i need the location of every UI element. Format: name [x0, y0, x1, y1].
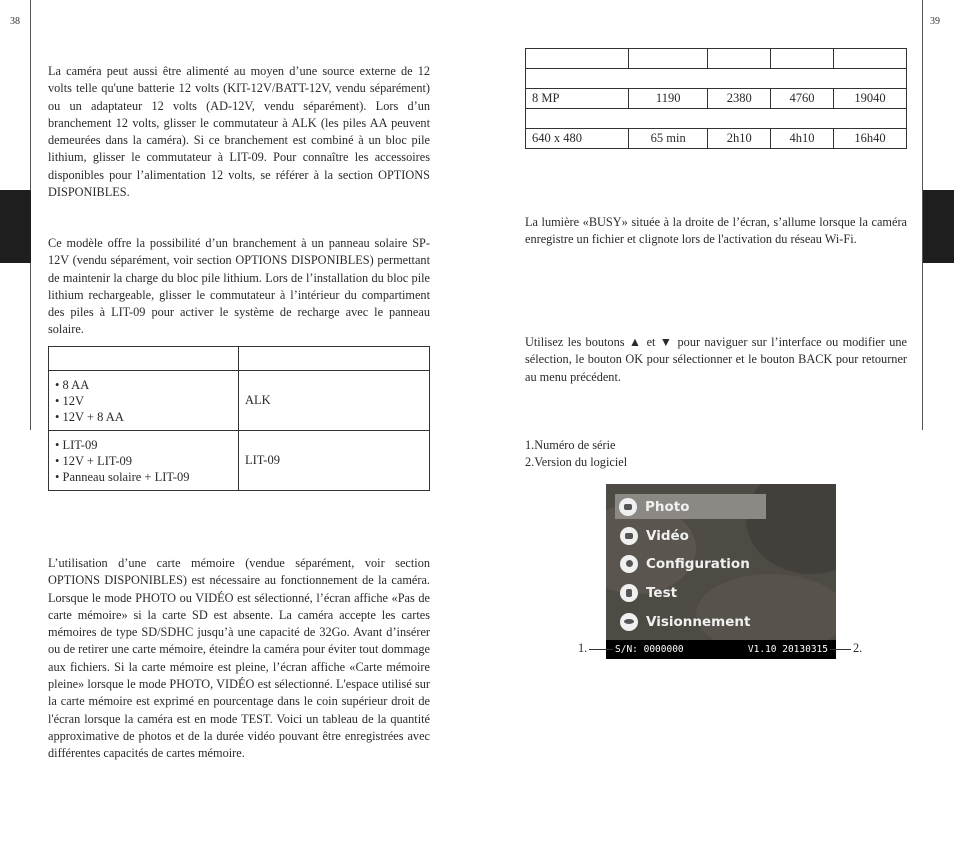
power-table-row [49, 431, 430, 491]
camera-menu-screen [606, 484, 836, 659]
power-switch-cell: LIT-09 [239, 431, 430, 491]
capacity-cell: 4760 [771, 89, 834, 109]
paragraph-navigation: Utilisez les boutons ▲ et ▼ pour naviguer sur l’interface ou modifier une sélection, le bouton OK pour sélectionner et le bouton BACK pour retourner au menu précédent. [525, 335, 907, 384]
capacity-cell: 8 MP [526, 89, 629, 109]
paragraph-external-power: La caméra peut aussi être alimenté au moyen d’une source externe de 12 volts telle qu'une batterie 12 volts (KIT-12V/BATT-12V, vendu séparément) ou un adaptateur 12 volts (AD-12V, vendu séparément). Lors d’un branchement 12 volts, glisser le commutateur à ALK (les piles AA peuvent demeurées dans la caméra). Si ce branchement est combiné à un bloc pile lithium, glisser le commutateur à LIT-09. Pour connaître les accessoires disponibles pour l’alimentation 12 volts, se référer à la section OPTIONS DISPONIBLES. [48, 64, 430, 200]
callout-line-2 [830, 649, 851, 650]
menu-item-label: Test [646, 584, 678, 601]
power-sources-cell [49, 371, 239, 431]
page-number-left: 38 [10, 16, 20, 27]
power-source-table [48, 346, 430, 491]
power-table-header [49, 347, 430, 371]
capacity-cell: 19040 [833, 89, 906, 109]
menu-item-photo[interactable] [615, 494, 766, 519]
capacity-cell: 640 x 480 [526, 129, 629, 149]
menu-item-test[interactable] [616, 580, 677, 605]
capacity-header-cell [526, 49, 629, 69]
callout-line-1 [589, 649, 613, 650]
capacity-header-cell [833, 49, 906, 69]
power-source-item: • 12V [55, 393, 85, 408]
menu-item-label: Configuration [646, 555, 750, 572]
callout-2: 2. [853, 641, 863, 655]
capacity-table [525, 48, 907, 149]
info-list-item: 1.Numéro de série [525, 438, 616, 452]
video-camera-icon [620, 527, 638, 545]
menu-item-label: Visionnement [646, 613, 751, 630]
capacity-header-cell [771, 49, 834, 69]
menu-item-configuration[interactable] [616, 551, 750, 576]
page-number-right: 39 [930, 16, 940, 27]
software-version: V1.10 20130315 [747, 644, 828, 655]
capacity-header-cell [708, 49, 771, 69]
power-sources-cell [49, 431, 239, 491]
paragraph-busy-light: La lumière «BUSY» située à la droite de l’écran, s’allume lorsque la caméra enregistre un fichier et clignote lors de l'activation du réseau Wi-Fi. [525, 215, 907, 247]
menu-item-video[interactable] [616, 523, 689, 548]
test-icon [620, 584, 638, 602]
capacity-section-video [526, 109, 907, 129]
right-thumb-tab [923, 190, 954, 263]
capacity-table-header [526, 49, 907, 69]
serial-number: S/N: 0000000 [615, 644, 684, 655]
power-source-item: • Panneau solaire + LIT-09 [55, 469, 190, 484]
capacity-row-photo [526, 89, 907, 109]
capacity-cell: 16h40 [833, 129, 906, 149]
power-source-item: • 12V + LIT-09 [55, 453, 133, 468]
capacity-cell: 2h10 [708, 129, 771, 149]
power-source-item: • 12V + 8 AA [55, 409, 124, 424]
capacity-header-cell [629, 49, 708, 69]
eye-icon [620, 613, 638, 631]
paragraph-memory-card: L’utilisation d’une carte mémoire (vendue séparément, voir section OPTIONS DISPONIBLES) est nécessaire au fonctionnement de la caméra. Lorsque le mode PHOTO ou VIDÉO est sélectionné, l’écran affiche «Pas de carte mémoire» si la carte SD est absente. La caméra accepte les cartes mémoires de type SD/SDHC jusqu’à une capacité de 32Go. Avant d’insérer ou de retirer une carte mémoire, éteindre la caméra pour éviter tout dommage aux fichiers. Si la carte mémoire est pleine, l’écran affiche «Carte mémoire pleine» lorsque le mode PHOTO, VIDÉO est sélectionné. L'espace utilisé sur la carte mémoire est exprimé en pourcentage dans le coin supérieur droit de l'écran lorsque la caméra est en mode TEST. Voici un tableau de la quantité approximative de photos et de la durée vidéo pouvant être enregistrées avec différentes capacités de cartes mémoire. [48, 556, 430, 761]
capacity-cell: 4h10 [771, 129, 834, 149]
capacity-cell: 1190 [629, 89, 708, 109]
power-switch-cell: ALK [239, 371, 430, 431]
capacity-section-photo [526, 69, 907, 89]
power-table-row [49, 371, 430, 431]
paragraph-solar-panel: Ce modèle offre la possibilité d’un branchement à un panneau solaire SP-12V (vendu séparément, voir section OPTIONS DISPONIBLES) permettant de maintenir la charge du bloc pile lithium. Lors de l’installation du bloc pile lithium rechargeable, glisser le commutateur à l’intérieur du compartiment des piles à LIT-09 pour activer le système de recharge avec le panneau solaire. [48, 236, 430, 337]
left-thumb-tab [0, 190, 31, 263]
power-header-switch [239, 347, 430, 371]
info-list-item: 2.Version du logiciel [525, 455, 628, 470]
capacity-section-cell [526, 109, 907, 129]
capacity-section-cell [526, 69, 907, 89]
callout-1: 1. [578, 641, 588, 655]
info-list [525, 437, 907, 472]
capacity-cell: 65 min [629, 129, 708, 149]
gears-icon [620, 555, 638, 573]
power-header-source [49, 347, 239, 371]
menu-item-label: Vidéo [646, 527, 689, 544]
menu-item-visionnement[interactable] [616, 609, 750, 634]
camera-icon [619, 498, 637, 516]
power-source-item: • LIT-09 [55, 437, 98, 452]
capacity-row-video [526, 129, 907, 149]
screen-status-bar [606, 640, 836, 659]
power-source-item: • 8 AA [55, 377, 90, 392]
menu-item-label: Photo [645, 498, 690, 515]
capacity-cell: 2380 [708, 89, 771, 109]
